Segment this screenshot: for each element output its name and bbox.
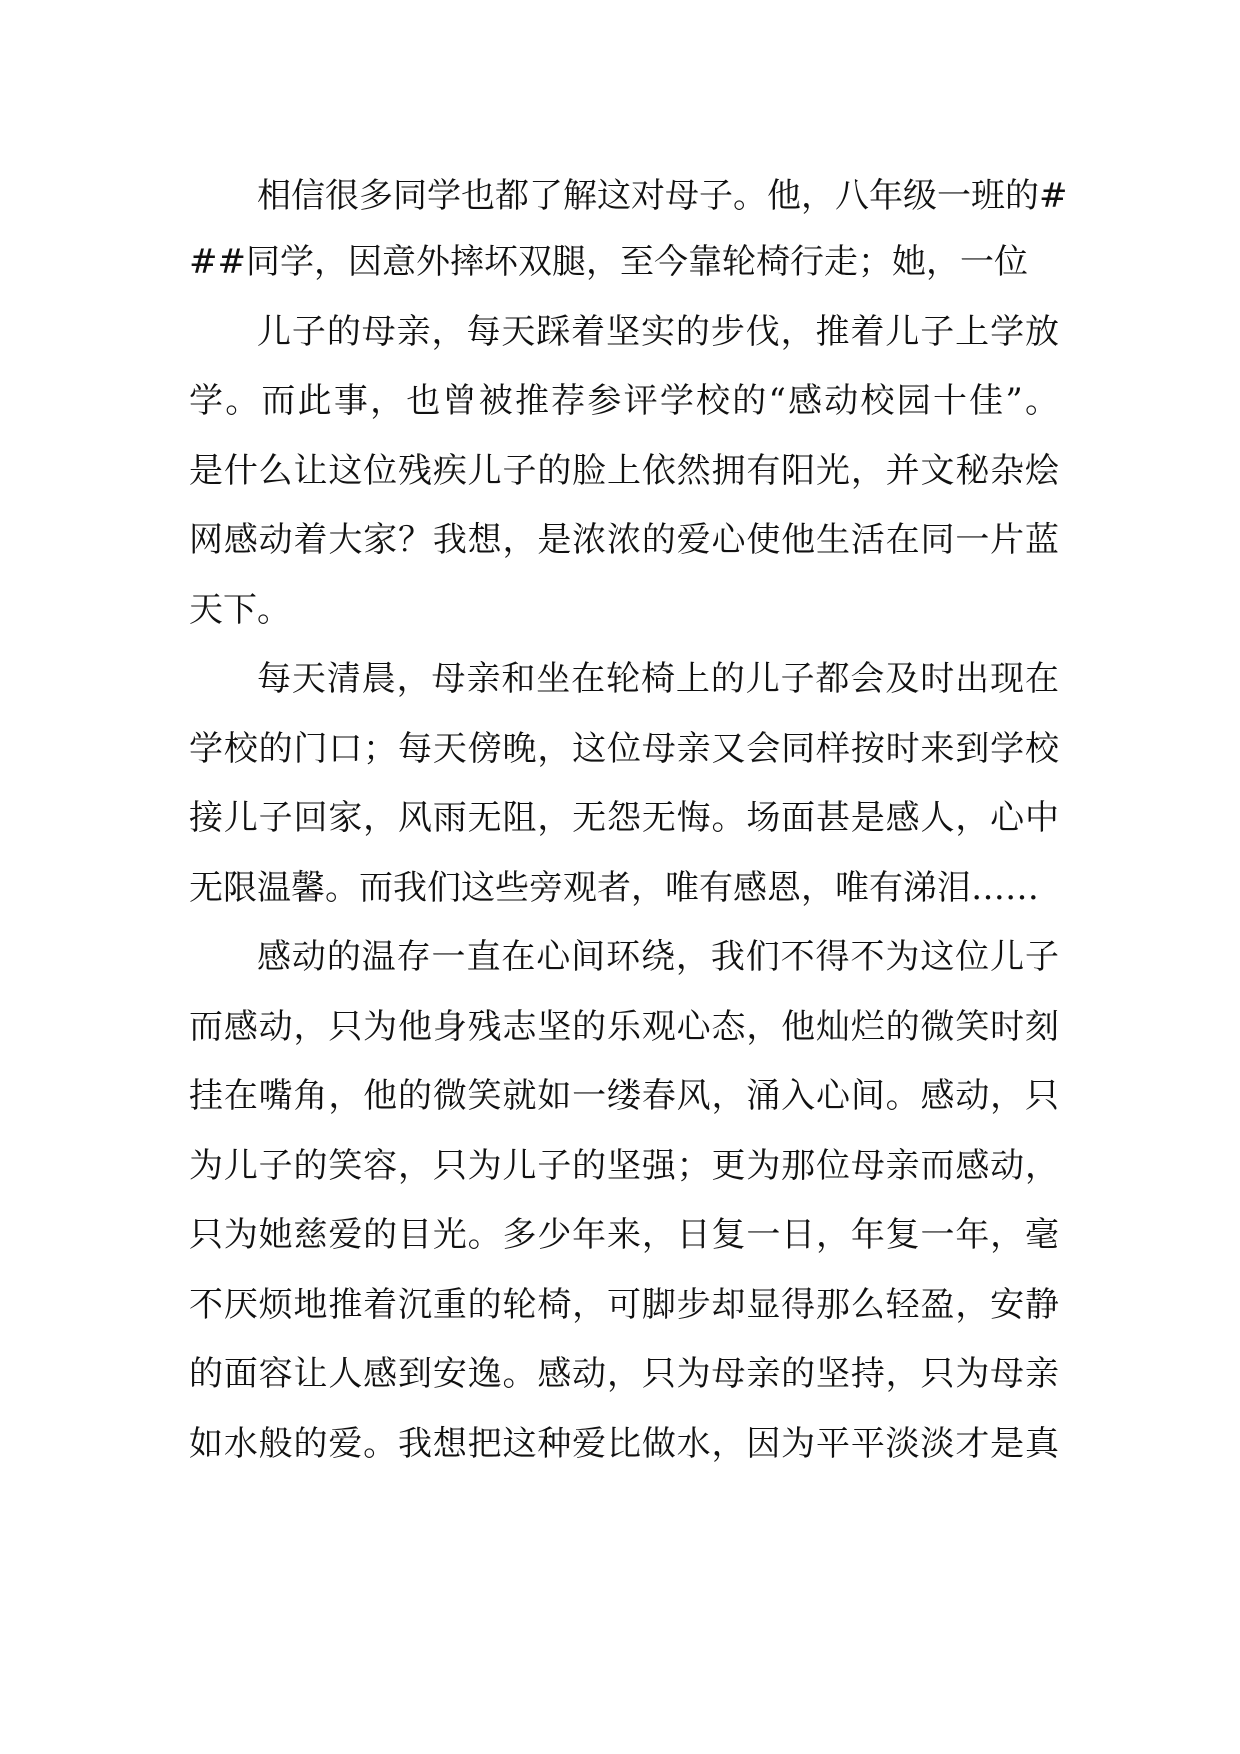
text-line: 儿子的母亲，每天踩着坚实的步伐，推着儿子上学放	[257, 312, 1059, 352]
text-line: 学。而此事，也曾被推荐参评学校的“感动校园十佳”。	[189, 381, 1059, 421]
text-line: 的面容让人感到安逸。感动，只为母亲的坚持，只为母亲	[189, 1354, 1059, 1394]
text-line: 只为她慈爱的目光。多少年来，日复一日，年复一年，毫	[189, 1215, 1059, 1255]
text-line: 学校的门口；每天傍晚，这位母亲又会同样按时来到学校	[189, 729, 1059, 769]
text-line: 为儿子的笑容，只为儿子的坚强；更为那位母亲而感动，	[189, 1146, 1059, 1186]
text-line: ##同学，因意外摔坏双腿，至今靠轮椅行走；她，一位	[189, 242, 1028, 282]
text-line: 天下。	[189, 590, 291, 630]
text-line: 每天清晨，母亲和坐在轮椅上的儿子都会及时出现在	[257, 659, 1059, 699]
text-line: 感动的温存一直在心间环绕，我们不得不为这位儿子	[257, 937, 1059, 977]
text-line: 而感动，只为他身残志坚的乐观心态，他灿烂的微笑时刻	[189, 1007, 1059, 1047]
text-line: 如水般的爱。我想把这种爱比做水，因为平平淡淡才是真	[189, 1424, 1059, 1464]
text-line: 无限温馨。而我们这些旁观者，唯有感恩，唯有涕泪……	[189, 868, 1039, 908]
text-line: 是什么让这位残疾儿子的脸上依然拥有阳光，并文秘杂烩	[189, 451, 1059, 491]
text-line: 不厌烦地推着沉重的轮椅，可脚步却显得那么轻盈，安静	[189, 1285, 1059, 1325]
text-line: 网感动着大家？我想，是浓浓的爱心使他生活在同一片蓝	[189, 520, 1059, 560]
text-line: 接儿子回家，风雨无阻，无怨无悔。场面甚是感人，心中	[189, 798, 1059, 838]
text-line: 挂在嘴角，他的微笑就如一缕春风，涌入心间。感动，只	[189, 1076, 1059, 1116]
text-line: 相信很多同学也都了解这对母子。他，八年级一班的#	[257, 176, 1068, 216]
